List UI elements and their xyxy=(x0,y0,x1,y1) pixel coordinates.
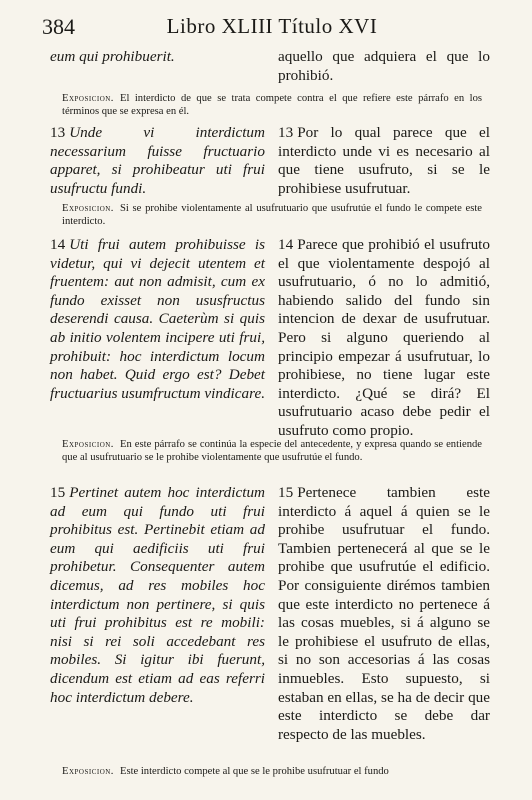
latin-continuation: eum qui prohibuerit. xyxy=(50,48,175,65)
exposicion-label: Exposicion. xyxy=(62,93,114,104)
section-number: 14 xyxy=(278,236,294,253)
exposicion-note-3: Exposicion. En este párrafo se continúa la especie del antecedente, y expresa quando se entiende que al usufrutuario se le prohibe violentamente que usufrutúe el fundo. xyxy=(62,439,482,463)
exposicion-note-4: Exposicion. Este interdicto compete al que se le prohibe usufrutuar el fundo xyxy=(62,766,389,777)
section-15-spanish: 15 Pertenece tambien este interdicto á aquel á quien se le prohibe usufrutuar el fundo. Tambien pertenecerá al que se le prohibe que usufrutúe el edificio. Por consiguiente dirémos tambien que este interdicto no pertenece á las cosas muebles, si á alguno se le prohibiese el usufruto de ellas, si no son accesorias á las cosas inmuebles. Esto supuesto, si estaban en ellas, se ha de decir que este interdicto se debe dar respecto de las muebles. xyxy=(278,484,490,743)
page-number: 384 xyxy=(42,14,75,39)
section-number: 13 xyxy=(278,124,294,141)
section-14-spanish: 14 Parece que prohibió el usufruto el que violentamente despojó al usufrutuario, ó no lo admitió, habiendo salido del fundo sin intencion de dexar de usufrutuar. Pero si alguno queriendo al principio empezar á usufrutuar, lo prohibiese, no tiene lugar este interdicto. ¿Qué se dirá? El usufrutuario acaso debe pedir el usufruto como propio. xyxy=(278,236,490,439)
exposicion-note-1: Exposicion. El interdicto de que se trata compete contra el que refiere este párrafo en los términos que se expresa en él. xyxy=(62,93,482,117)
running-title: Libro XLIII Título XVI xyxy=(166,14,378,38)
section-number: 15 xyxy=(50,484,66,501)
section-number: 13 xyxy=(50,124,66,141)
exposicion-label: Exposicion. xyxy=(62,766,114,777)
exposicion-note-2: Exposicion. Si se prohibe violentamente al usufrutuario que usufrutúe el fundo le compete este interdicto. xyxy=(62,203,482,227)
section-15-latin: 15 Pertinet autem hoc interdictum ad eum qui fundo uti frui prohibitus est. Pertinebit etiam ad eum qui aedificiis uti frui prohibetur. Consequenter autem dicemus, ad res mobiles hoc interdictum non pertinere, si quis uti frui prohibitus est re mobili: nisi si rei soli accedebant res mobiles. Si igitur ibi fuerunt, dicendum est etiam ad eas referri hoc interdictum debere. xyxy=(50,484,265,706)
page-header xyxy=(42,14,502,42)
section-13-latin: 13 Unde vi interdictum necessarium fuisse fructuario apparet, si prohibeatur uti frui usufructu fundi. xyxy=(50,124,265,197)
exposicion-label: Exposicion. xyxy=(62,439,114,450)
section-13-spanish: 13 Por lo qual parece que el interdicto unde vi es necesario al que tiene usufruto, si se le prohibiese usufrutuar. xyxy=(278,124,490,197)
exposicion-label: Exposicion. xyxy=(62,203,114,214)
section-number: 14 xyxy=(50,236,66,253)
section-number: 15 xyxy=(278,484,294,501)
spanish-continuation: aquello que adquiera el que lo prohibió. xyxy=(278,48,490,84)
section-14-latin: 14 Uti frui autem prohibuisse is videtur, qui vi dejecit utentem et fruentem: aut non admisit, cum ex fundo exisset non ususfructus deserendi causa. Caeterùm si quis ab initio volentem incipere uti frui, prohibuit: hoc interdictum locum non habet. Quid ergo est? Debet fructuarius usumfructum vindicare. xyxy=(50,236,265,402)
